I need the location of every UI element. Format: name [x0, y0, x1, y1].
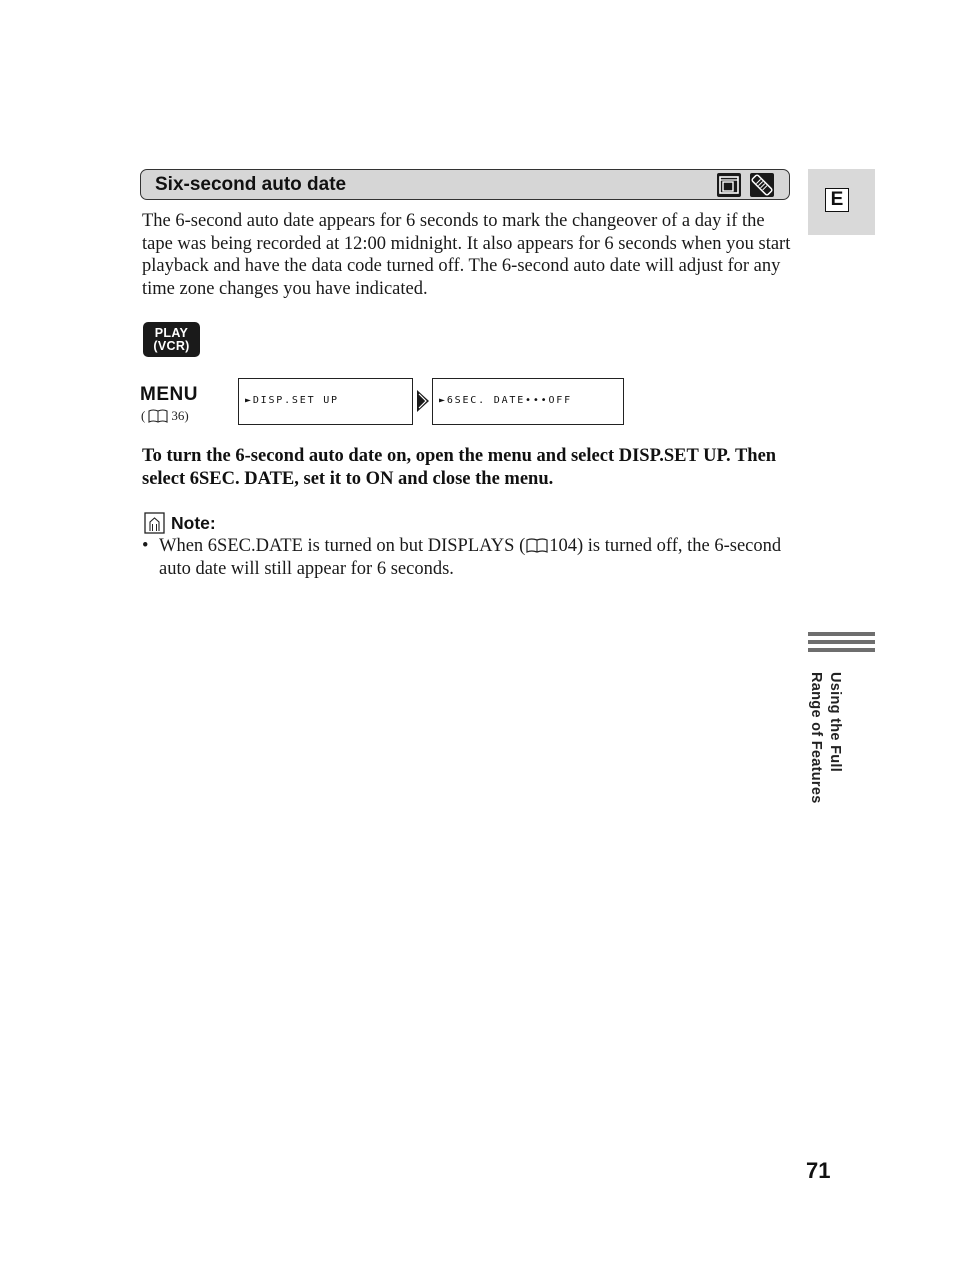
section-header — [140, 169, 790, 200]
menu-page-reference — [141, 408, 189, 424]
note-icon — [144, 512, 165, 534]
menu-screen-text: ►6SEC. DATE•••OFF — [439, 395, 572, 406]
note-heading — [144, 512, 216, 534]
note-bullet: • — [142, 536, 149, 556]
note-text-start: When 6SEC.DATE is turned on but DISPLAYS ( — [159, 536, 526, 556]
chapter-label-line1: Using the Full — [827, 672, 843, 773]
camera-mode-icon — [717, 173, 741, 197]
wireless-controller-icon — [750, 173, 774, 197]
play-badge-line1: PLAY — [154, 325, 189, 340]
note-title: Note: — [171, 512, 216, 533]
play-badge-line2: (VCR) — [153, 338, 190, 353]
note-list-item — [142, 535, 782, 580]
instruction-text: To turn the 6-second auto date on, open the menu and select DISP.SET UP. Then select 6SEC. DATE, set it to ON and close the menu. — [142, 446, 777, 489]
note-text-end: 104) is turned off, the 6-second auto date will still appear for 6 seconds. — [159, 536, 782, 579]
menu-screen-text: ►DISP.SET UP — [245, 395, 339, 406]
body-paragraph: The 6-second auto date appears for 6 seconds to mark the changeover of a day if the tape was being recorded at 12:00 midnight. It also appears for 6 seconds when you start playback and have the data code turned off. The 6-second auto date will adjust for any time zone changes you have indicated. — [142, 211, 791, 299]
arrow-right-icon — [415, 389, 431, 413]
book-icon — [526, 538, 548, 553]
menu-screen-6sec-date — [432, 378, 624, 425]
book-icon — [148, 409, 168, 423]
chapter-side-label — [806, 672, 844, 804]
language-tab — [808, 169, 875, 235]
menu-ref-open: ( — [141, 408, 146, 423]
section-title: Six-second auto date — [155, 174, 347, 195]
menu-label: MENU — [140, 384, 198, 405]
language-tab-letter: E — [825, 188, 849, 212]
side-bars-decoration — [808, 632, 875, 656]
chapter-label-line2: Range of Features — [808, 672, 824, 804]
play-vcr-badge — [143, 322, 200, 357]
page-number: 71 — [806, 1158, 831, 1183]
menu-screen-disp-set-up — [238, 378, 413, 425]
menu-ref-page: 36) — [171, 408, 189, 423]
